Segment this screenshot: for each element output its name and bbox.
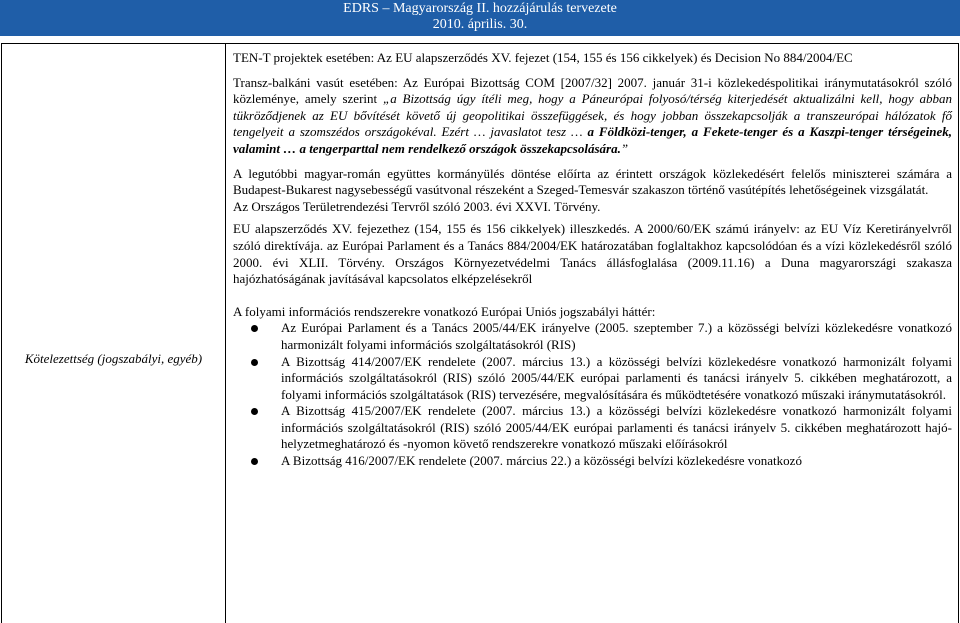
list-item [233, 354, 952, 404]
list-item-text: A Bizottság 416/2007/EK rendelete (2007. március 22.) a közösségi belvízi közlekedésre vonatkozó [281, 453, 802, 469]
transz-quote-bold: a Földközi-tenger, a Fekete-tenger és a Kaszpi-tenger térségeinek, valamint … a tengerparttal nem rendelkező országok összekapcsolására. [233, 124, 952, 156]
otrt-paragraph: Az Országos Területrendezési Tervről szóló 2003. évi XXVI. Törvény. [233, 198, 601, 214]
header-date: 2010. április. 30. [432, 17, 528, 32]
eu-water-paragraph: EU alapszerződés XV. fejezethez (154, 155 és 156 cikkelyek) illeszkedés. A 2000/60/EK számú irányelv: az EU Víz Keretirányelvről szóló direktívája. az Európai Parlament és a Tanács 884/2004/EK határozatában foglaltakhoz kapcsolódóan és a vízi közlekedésről szóló 2000. évi XLII. Törvény. Országos Környezetvédelmi Tanács állásfoglalása (2009.11.16) a Duna magyarországi szakasza hajózhatóságának javításával kapcsolatos elképzelésekről [233, 221, 952, 287]
transz-prefix: Transz-balkáni vasút esetében: Az Európai Bizottság COM [2007/32] 2007. január 31-i közlekedéspolitikai iránymutatásokról szóló közleménye, amely szerint [233, 74, 952, 107]
header-title: EDRS – Magyarország II. hozzájárulás tervezete [343, 1, 617, 16]
list-item-text: Az Európai Parlament és a Tanács 2005/44/EK irányelve (2005. szeptember 7.) a közösségi belvízi közlekedésre vonatkozó harmonizált folyami információs szolgáltatásokról (RIS) [281, 320, 952, 352]
ris-list [233, 320, 952, 469]
tent-paragraph: TEN-T projektek esetében: Az EU alapszerződés XV. fejezet (154, 155 és 156 cikkelyek) és Decision No 884/2004/EC [233, 50, 853, 65]
romanian-paragraph: A legutóbbi magyar-román együttes kormányülés döntése előírta az érintett országok közlekedésért felelős miniszterei számára a Budapest-Bukarest nagysebességű vasútvonal részeként a Szeged-Temesvár szakaszon történő vasútépítés lehetőségeinek vizsgálatát. [233, 165, 952, 198]
bullet-icon [251, 359, 258, 366]
list-item-text: A Bizottság 414/2007/EK rendelete (2007. március 13.) a közösségi belvízi közlekedésre vonatkozó harmonizált folyami információs szolgáltatásokról (RIS) szóló 2005/44/EK európai parlamenti és tanácsi irányelv 5. cikkében meghatározott, a folyami információs szolgáltatások (RIS) tervezésére, megvalósítására és működtetésére vonatkozó műszaki iránymutatásokról. [281, 353, 952, 402]
content-cell [233, 50, 952, 470]
list-item [233, 403, 952, 453]
row-label: Kötelezettség (jogszabályi, egyéb) [24, 351, 203, 366]
transz-balkan-paragraph [233, 75, 952, 158]
list-item [233, 320, 952, 353]
ris-intro: A folyami információs rendszerekre vonatkozó Európai Uniós jogszabályi háttér: [233, 303, 656, 319]
list-item [233, 453, 952, 470]
left-column-cell [1, 43, 226, 623]
bullet-icon [251, 458, 258, 465]
transz-quote: „a Bizottság úgy ítéli meg, hogy a Páneurópai folyosó/térség kiterjedését aktualizálni kell, hogy abban tükröződjenek az EU bővítését követő új geopolitikai összefüggések, és hogy jobban összekapcsolják a transzeurópai hálózatok fő tengelyeit a szomszédos országokéval. Ezért … javaslatot tesz … [233, 91, 952, 140]
bullet-icon [251, 325, 258, 332]
transz-quote-end: ” [620, 140, 629, 156]
list-item-text: A Bizottság 415/2007/EK rendelete (2007. március 13.) a közösségi belvízi közlekedésre vonatkozó harmonizált folyami információs szolgáltatásokról (RIS) szóló 2005/44/EK európai parlamenti és tanácsi irányelv 5. cikkében meghatározott hajó-helyzetmeghatározó és -nyomon követő rendszerekre vonatkozó műszaki előírásokról [281, 403, 952, 452]
page-header [0, 0, 960, 36]
bullet-icon [251, 408, 258, 415]
